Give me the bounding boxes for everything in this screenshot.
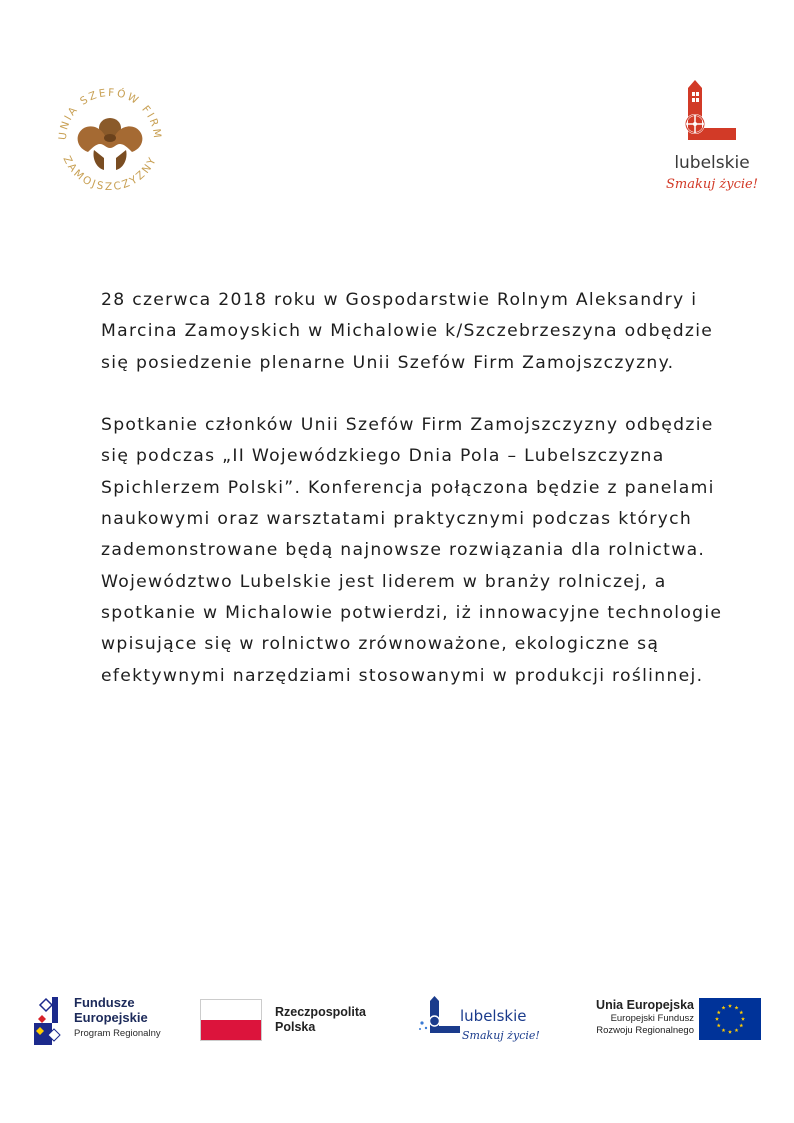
fe-line2: Europejskie	[74, 1010, 148, 1025]
ue-line1: Unia Europejska	[596, 998, 694, 1012]
usf-emblem-icon	[48, 78, 173, 203]
lubelskie-logo-icon	[662, 78, 762, 203]
lubelskie-slogan: Smakuj życie!	[666, 177, 758, 192]
usf-ring-text-bottom: ZAMOJSZCZYZNY	[60, 154, 160, 194]
footer-logos	[0, 985, 794, 1055]
article-body	[101, 285, 741, 692]
ue-line3: Rozwoju Regionalnego	[596, 1025, 694, 1036]
lubelskie-footer-logo-icon	[416, 995, 546, 1047]
paragraph-1: 28 czerwca 2018 roku w Gospodarstwie Rolnym Aleksandry i Marcina Zamoyskich w Michalowie k/Szczebrzeszyna odbędzie się posiedzenie plenarne Unii Szefów Firm Zamojszczyzny.	[101, 290, 714, 373]
usf-ring-text-top: UNIA SZEFÓW FIRM	[56, 86, 164, 141]
fundusze-europejskie-icon	[34, 993, 70, 1049]
polish-flag-icon	[200, 999, 262, 1041]
lub-foot-slogan: Smakuj życie!	[462, 1029, 540, 1042]
fe-line1: Fundusze	[74, 995, 135, 1010]
rzeczpospolita-polska-logo	[200, 999, 390, 1043]
fundusze-europejskie-logo	[34, 993, 174, 1049]
mill-wheel-icon	[686, 115, 704, 133]
unia-europejska-logo	[576, 995, 766, 1045]
lubelskie-word: lubelskie	[674, 153, 750, 173]
pl-line2: Polska	[275, 1020, 316, 1034]
lub-foot-word: lubelskie	[460, 1007, 527, 1025]
eu-flag-icon	[699, 998, 761, 1040]
pl-line1: Rzeczpospolita	[275, 1005, 366, 1019]
paragraph-2: Spotkanie członków Unii Szefów Firm Zamojszczyzny odbędzie się podczas „II Wojewódzkiego Dnia Pola – Lubelszczyzna Spichlerzem Polski”. Konferencja połączona będzie z panelami naukowymi oraz warsztatami praktycznymi podczas których zademonstrowane będą najnowsze rozwiązania dla rolnictwa. Województwo Lubelskie jest liderem w branży rolniczej, a spotkanie w Michalowie potwierdzi, iż innowacyjne technologie wpisujące się w rolnictwo zrównoważone, ekologiczne są efektywnymi narzędziami stosowanymi w produkcji roślinnej.	[101, 415, 723, 686]
ue-line2: Europejski Fundusz	[610, 1013, 694, 1024]
moustache-figure-icon	[78, 118, 143, 170]
fe-line3: Program Regionalny	[74, 1028, 161, 1039]
